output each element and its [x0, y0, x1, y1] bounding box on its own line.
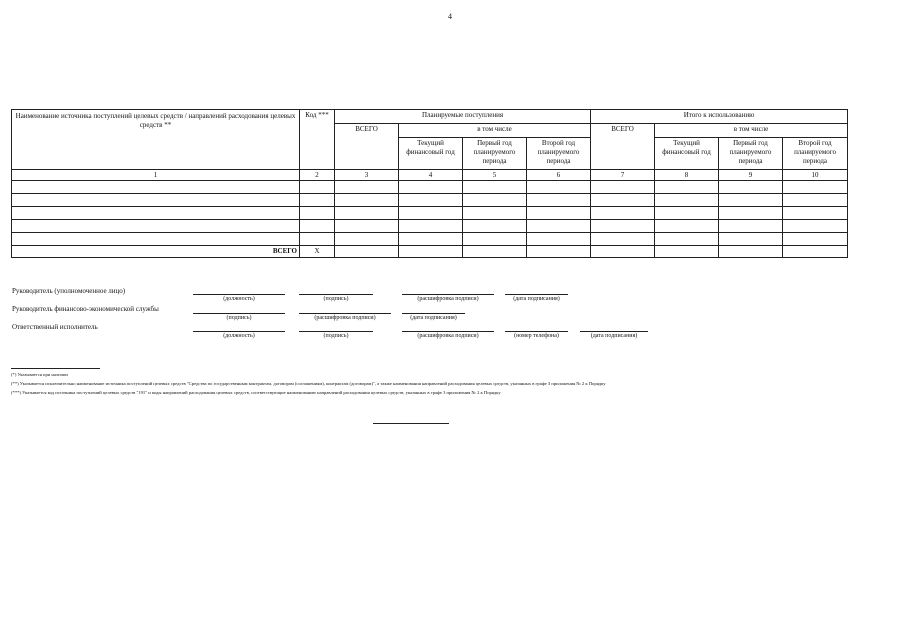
col-number: 10 — [783, 170, 848, 181]
exec-cap-position: (должность) — [223, 333, 255, 339]
planned-in-that-number: в том числе — [399, 124, 591, 138]
col-number: 8 — [655, 170, 719, 181]
exec-cap-date: (дата подписания) — [590, 333, 638, 339]
total-use-header: Итого к использованию — [591, 110, 848, 124]
total-vsego-header: ВСЕГО — [591, 124, 655, 170]
table-row — [12, 233, 848, 246]
col-number: 1 — [12, 170, 300, 181]
total-in-that-number: в том числе — [655, 124, 848, 138]
footnote-divider — [11, 368, 100, 369]
total-row — [12, 246, 848, 258]
exec-label: Ответственный исполнитель — [12, 323, 98, 331]
exec-cap-phone: (номер телефона) — [514, 333, 559, 339]
planned-second-year: Второй год планируемого периода — [527, 138, 591, 170]
table-row — [12, 220, 848, 233]
head-cap-decoding: (расшифровка подписи) — [417, 296, 479, 302]
col-number: 2 — [300, 170, 335, 181]
col-number: 7 — [591, 170, 655, 181]
bottom-divider — [373, 423, 449, 424]
col-number: 6 — [527, 170, 591, 181]
head-cap-date: (дата подписания) — [513, 296, 560, 302]
head-label: Руководитель (уполномоченное лицо) — [12, 287, 126, 295]
col-code-header: Код *** — [300, 110, 335, 170]
total-row-label: ВСЕГО — [12, 246, 300, 258]
table-row — [12, 194, 848, 207]
col-number: 4 — [399, 170, 463, 181]
planned-first-year: Первый год планируемого периода — [463, 138, 527, 170]
footnote: (***) Указывается код источника поступлений целевых средств "191" и коды направлений расходования целевых средств, соответствующие наименованию направлений расходования целевых средств, указанных в графе 3 приложения № 2 к Порядку — [11, 390, 501, 395]
footnote: (**) Указывается исключительно наименование источника поступлений целевых средств "Средства по государственным контрактам, договорам (соглашениям), контрактам (договорам)", а также наименования направлений расходования целевых средств, указанных в графе 3 приложения № 2 к Порядку — [11, 381, 606, 386]
col-number: 3 — [335, 170, 399, 181]
planned-header: Планируемые поступления — [335, 110, 591, 124]
exec-cap-decoding: (расшифровка подписи) — [417, 333, 479, 339]
finance-cap-date: (дата подписания) — [410, 315, 457, 321]
planned-vsego-header: ВСЕГО — [335, 124, 399, 170]
total-current-year: Текущий финансовый год — [655, 138, 719, 170]
column-numbers-row — [12, 170, 848, 181]
col-name-header: Наименование источника поступлений целевых средств / направлений расходования целевых средств ** — [12, 110, 300, 170]
head-cap-signature: (подпись) — [323, 296, 349, 302]
total-row-code: X — [300, 246, 335, 258]
finance-cap-decoding: (расшифровка подписи) — [314, 315, 376, 321]
footnote: (*) Указывается при наличии — [11, 372, 68, 377]
planned-receipts-table — [11, 109, 848, 258]
col-number: 5 — [463, 170, 527, 181]
total-second-year: Второй год планируемого периода — [783, 138, 848, 170]
table-row — [12, 207, 848, 220]
exec-cap-signature: (подпись) — [323, 333, 349, 339]
total-first-year: Первый год планируемого периода — [719, 138, 783, 170]
finance-cap-signature: (подпись) — [226, 315, 252, 321]
col-number: 9 — [719, 170, 783, 181]
finance-label: Руководитель финансово-экономической службы — [12, 305, 159, 313]
planned-current-year: Текущий финансовый год — [399, 138, 463, 170]
table-row — [12, 181, 848, 194]
head-cap-position: (должность) — [223, 296, 255, 302]
page-number: 4 — [448, 12, 452, 21]
